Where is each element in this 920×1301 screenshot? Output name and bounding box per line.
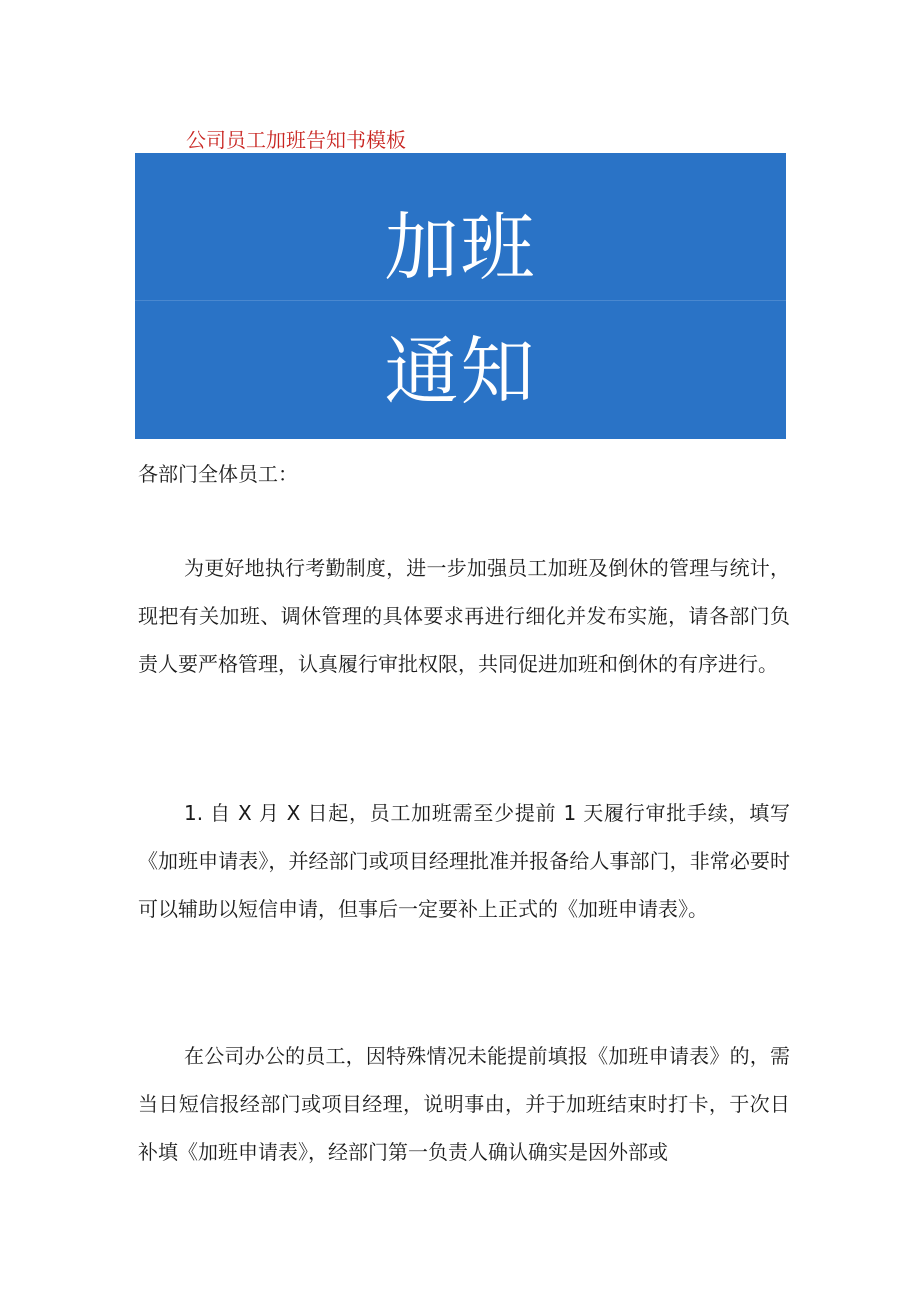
banner-heading-line-1: 加班 bbox=[384, 205, 537, 291]
banner-divider bbox=[135, 300, 786, 301]
paragraph-office-staff: 在公司办公的员工，因特殊情况未能提前填报《加班申请表》的，需当日短信报经部门或项目经理，说明事由，并于加班结束时打卡，于次日补填《加班申请表》，经部门第一负责人确认确实是因外部或 bbox=[138, 1044, 790, 1164]
paragraph-item-1: 1. 自 X 月 X 日起，员工加班需至少提前 1 天履行审批手续，填写《加班申请表》，并经部门或项目经理批准并报备给人事部门，非常必要时可以辅助以短信申请，但事后一定要补上正式的《加班申请表》。 bbox=[138, 801, 790, 921]
greeting: 各部门全体员工： bbox=[138, 462, 298, 486]
banner-heading-line-2: 通知 bbox=[384, 329, 537, 415]
notice-banner bbox=[135, 153, 786, 439]
paragraph-intro: 为更好地执行考勤制度，进一步加强员工加班及倒休的管理与统计，现把有关加班、调休管理的具体要求再进行细化并发布实施，请各部门负责人要严格管理，认真履行审批权限，共同促进加班和倒休的有序进行。 bbox=[138, 556, 790, 676]
document-title: 公司员工加班告知书模板 bbox=[186, 128, 406, 152]
